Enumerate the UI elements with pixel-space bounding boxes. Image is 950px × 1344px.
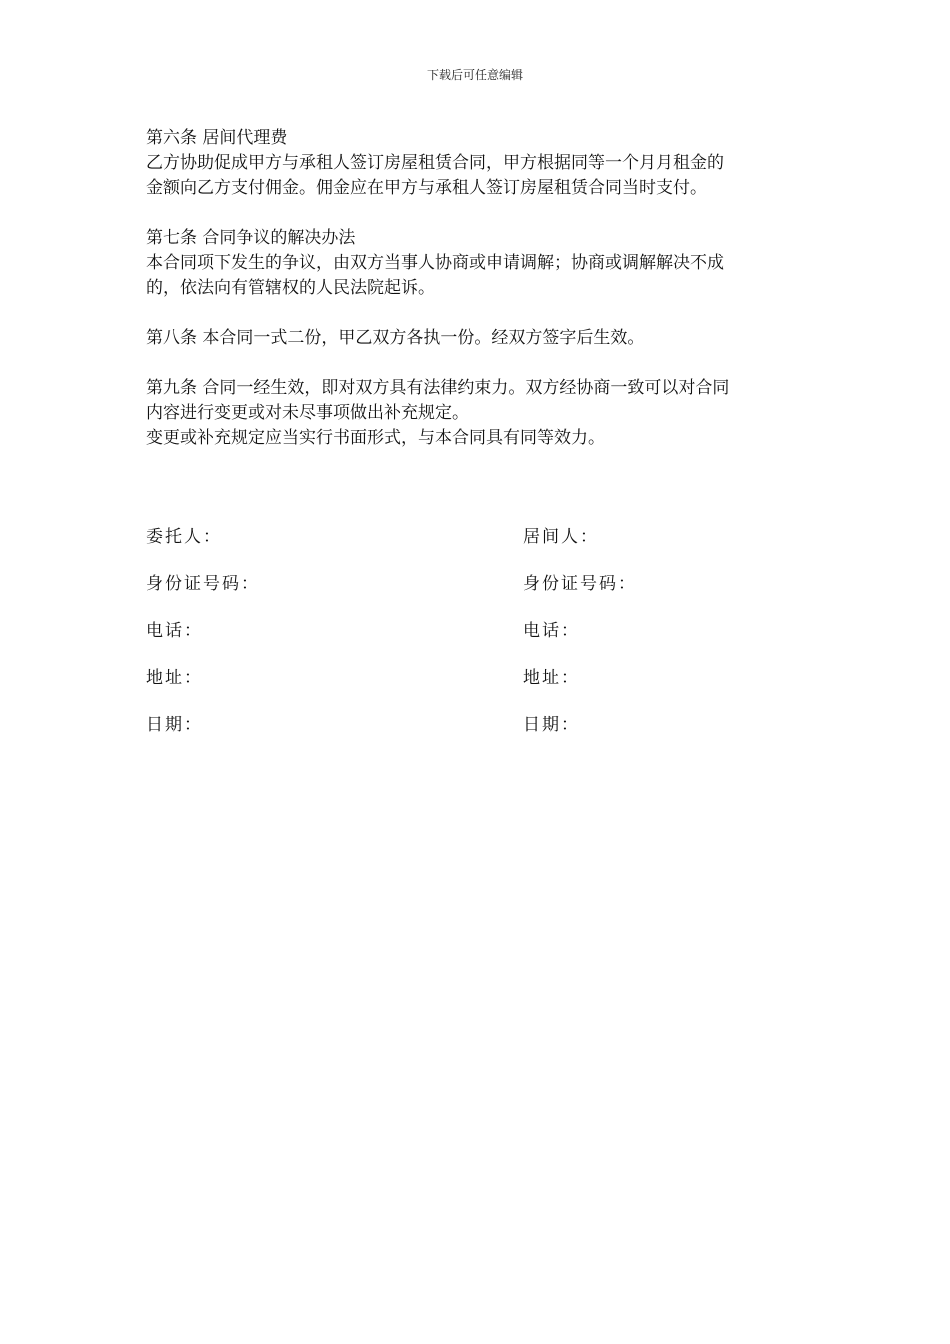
signature-row-id — [146, 569, 666, 616]
clause-title: 第七条 合同争议的解决办法 — [146, 228, 356, 248]
clause-line: 内容进行变更或对未尽事项做出补充规定。 — [146, 403, 469, 423]
intermediary-phone-label: 电话： — [523, 621, 580, 641]
intermediary-label: 居间人： — [523, 527, 599, 547]
clause-line: 本合同项下发生的争议，由双方当事人协商或申请调解；协商或调解解决不成 — [146, 253, 724, 273]
clause-8 — [146, 326, 810, 351]
intermediary-address-label: 地址： — [523, 668, 580, 688]
clause-line: 金额向乙方支付佣金。佣金应在甲方与承租人签订房屋租赁合同当时支付。 — [146, 178, 707, 198]
principal-id-label: 身份证号码： — [146, 574, 260, 594]
intermediary-id-label: 身份证号码： — [523, 574, 637, 594]
header-note: 下载后可任意编辑 — [426, 68, 523, 82]
signature-block — [146, 522, 666, 757]
signature-row-phone — [146, 616, 666, 663]
principal-address-label: 地址： — [146, 668, 203, 688]
clause-line: 乙方协助促成甲方与承租人签订房屋租赁合同，甲方根据同等一个月月租金的 — [146, 153, 724, 173]
contract-body — [146, 126, 810, 476]
intermediary-date-label: 日期： — [523, 715, 580, 735]
signature-row-address — [146, 663, 666, 710]
clause-title: 第六条 居间代理费 — [146, 128, 288, 148]
principal-phone-label: 电话： — [146, 621, 203, 641]
clause-6 — [146, 126, 810, 201]
clause-7 — [146, 226, 810, 301]
clause-line: 变更或补充规定应当实行书面形式，与本合同具有同等效力。 — [146, 428, 605, 448]
principal-date-label: 日期： — [146, 715, 203, 735]
clause-title: 第九条 合同一经生效，即对双方具有法律约束力。双方经协商一致可以对合同 — [146, 378, 730, 398]
principal-label: 委托人： — [146, 527, 222, 547]
clause-9 — [146, 376, 810, 451]
signature-row-party — [146, 522, 666, 569]
clause-title: 第八条 本合同一式二份，甲乙双方各执一份。经双方签字后生效。 — [146, 328, 645, 348]
signature-row-date — [146, 710, 666, 757]
clause-line: 的，依法向有管辖权的人民法院起诉。 — [146, 278, 435, 298]
